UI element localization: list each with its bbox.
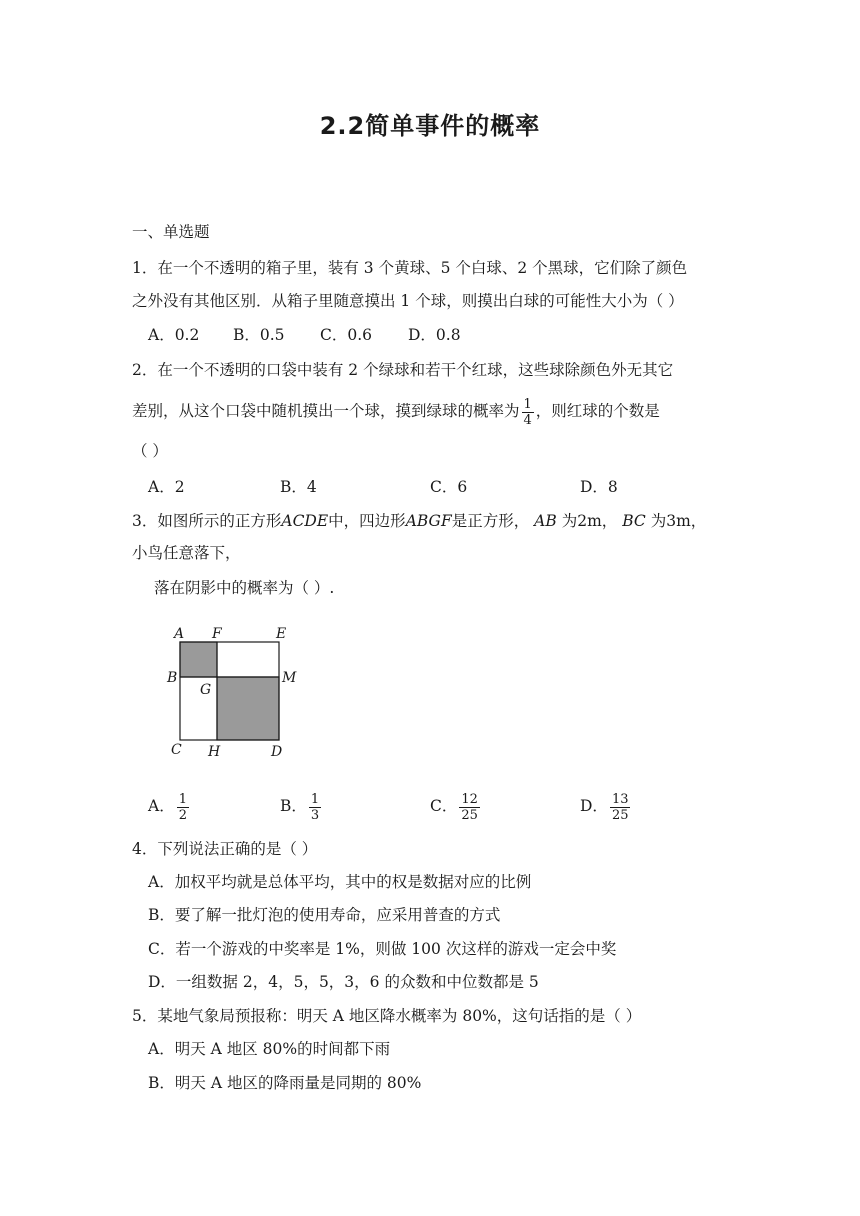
label-b: B <box>167 670 178 686</box>
q3-option-d-fraction <box>610 792 631 823</box>
q2-option-b: B．4 <box>280 478 317 496</box>
q2-line2-tail: ，则红球的个数是 <box>535 402 660 420</box>
q5-line1: 5．某地气象局预报称：明天 A 地区降水概率为 80%，这句话指的是（ ） <box>132 1007 642 1025</box>
q1-option-b: B．0.5 <box>233 326 285 344</box>
shaded-square-abgf <box>180 642 217 677</box>
q3-text: 3．如图所示的正方形 <box>132 512 282 530</box>
q3-option-d-den: 25 <box>611 807 629 823</box>
q4-option-c: C．若一个游戏的中奖率是 1%，则做 100 次这样的游戏一定会中奖 <box>148 940 617 958</box>
q2-line2-text: 差别，从这个口袋中随机摸出一个球，摸到绿球的概率为 <box>132 402 520 420</box>
q2-line1: 2．在一个不透明的口袋中装有 2 个绿球和若干个红球，这些球除颜色外无其它 <box>132 361 674 379</box>
q4-option-d: D．一组数据 2，4，5，5，3，6 的众数和中位数都是 5 <box>148 973 539 991</box>
section-heading: 一、单选题 <box>132 223 210 241</box>
q3-option-c <box>430 788 482 824</box>
q1-option-a: A．0.2 <box>148 326 200 344</box>
q2-fraction-den: 4 <box>523 412 532 428</box>
q3-option-d-letter: D． <box>580 797 608 815</box>
q3-BC: BC <box>622 512 646 530</box>
q3-comma2: ， <box>690 512 707 530</box>
q4-line1: 4．下列说法正确的是（ ） <box>132 840 318 858</box>
q3-comma1: ， <box>601 512 618 530</box>
q3-option-b <box>280 788 323 824</box>
q3-ACDE: ACDE <box>281 512 329 530</box>
q2-line2 <box>132 393 660 429</box>
q1-option-c: C．0.6 <box>320 326 373 344</box>
q3-option-b-letter: B． <box>280 797 307 815</box>
label-e: E <box>276 626 287 642</box>
q3-option-d <box>580 788 632 824</box>
q3-option-a-fraction <box>177 792 189 823</box>
q3-option-b-num: 1 <box>310 791 320 807</box>
q5-option-b: B．明天 A 地区的降雨量是同期的 80% <box>148 1074 422 1092</box>
q3-option-a-letter: A． <box>148 797 175 815</box>
q3-option-a-num: 1 <box>178 791 187 807</box>
q3-option-a-den: 2 <box>178 807 187 823</box>
q3-AB: AB <box>534 512 557 530</box>
q3-option-b-den: 3 <box>310 807 320 823</box>
q3-text2: 中，四边形 <box>328 512 406 530</box>
q3-line3: 落在阴影中的概率为（ ）. <box>154 579 335 597</box>
label-d: D <box>271 744 283 760</box>
q3-option-b-fraction <box>309 792 321 823</box>
q3-3m: 3m <box>666 512 691 530</box>
square-figure <box>166 622 316 762</box>
q3-option-a <box>148 788 191 824</box>
q3-2m: 2m <box>577 512 602 530</box>
label-a: A <box>174 626 185 642</box>
q3-option-c-letter: C． <box>430 797 458 815</box>
q3-ABGF: ABGF <box>405 512 452 530</box>
q3-text5: 为 <box>650 512 667 530</box>
label-h: H <box>208 744 221 760</box>
q4-option-a: A．加权平均就是总体平均，其中的权是数据对应的比例 <box>148 873 532 891</box>
q2-option-a: A．2 <box>148 478 185 496</box>
q3-option-c-num: 12 <box>461 791 478 807</box>
label-m: M <box>282 670 297 686</box>
q1-line2: 之外没有其他区别．从箱子里随意摸出 1 个球，则摸出白球的可能性大小为（ ） <box>132 292 684 310</box>
q3-text3: 是正方形， <box>451 512 530 530</box>
label-f: F <box>212 626 222 642</box>
q4-option-b: B．要了解一批灯泡的使用寿命，应采用普查的方式 <box>148 906 501 924</box>
label-g: G <box>200 682 212 698</box>
q3-line2: 小鸟任意落下， <box>132 544 241 562</box>
label-c: C <box>171 742 182 758</box>
q2-option-d: D．8 <box>580 478 618 496</box>
q1-line1: 1．在一个不透明的箱子里，装有 3 个黄球、5 个白球、2 个黑球，它们除了颜色 <box>132 259 688 277</box>
page-title: 2.2简单事件的概率 <box>319 112 541 140</box>
q3-option-c-den: 25 <box>461 807 478 823</box>
q1-option-d: D．0.8 <box>408 326 461 344</box>
q2-fraction-num: 1 <box>523 396 532 412</box>
q2-fraction <box>522 397 534 428</box>
q5-option-a: A．明天 A 地区 80%的时间都下雨 <box>148 1040 391 1058</box>
q3-text4: 为 <box>561 512 578 530</box>
q2-option-c: C．6 <box>430 478 468 496</box>
shaded-square-gmdh <box>217 677 279 740</box>
q3-option-d-num: 13 <box>611 791 629 807</box>
q3-option-c-fraction <box>459 792 480 823</box>
q2-line3: （ ） <box>132 442 168 460</box>
q3-line1 <box>132 511 706 531</box>
